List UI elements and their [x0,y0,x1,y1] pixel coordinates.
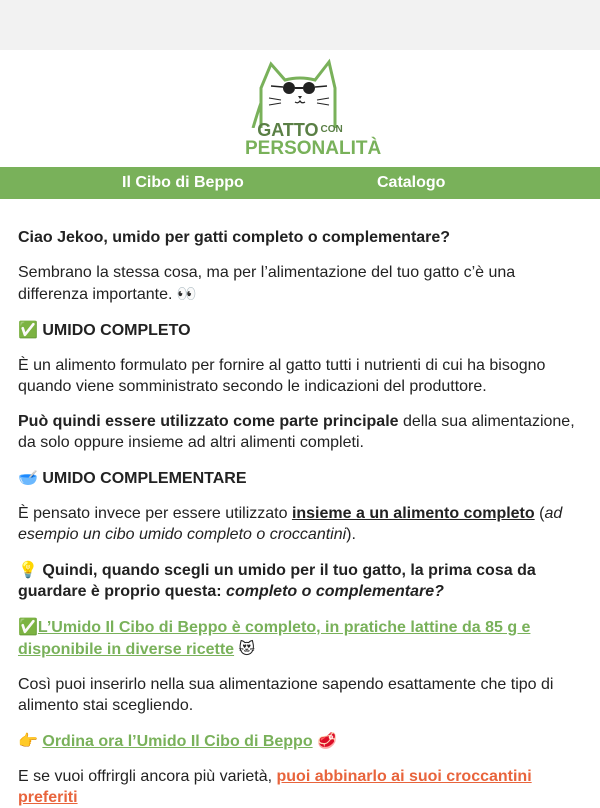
heart-eyes-cat-icon: 😻 [238,639,256,658]
umido-complementare-heading: 🥣 UMIDO COMPLEMENTARE [18,468,247,487]
email-top-bar [0,0,600,50]
logo-header [0,50,600,167]
check-mark-icon: ✅ [18,617,38,636]
umido-completo-usage: Può quindi essere utilizzato come parte principale della sua alimentazione, da solo oppure insieme ad altri alimenti completi. [18,413,575,451]
pointing-hand-icon: 👉 [18,731,38,750]
insieme-alimento-completo-text: insieme a un alimento completo [291,505,535,522]
umido-completo-description: È un alimento formulato per fornire al gatto tutti i nutrienti di cui ha bisogno quando viene somministrato secondo le indicazioni del produttore. [18,357,546,395]
logo-text-personalita: PERSONALITÀ [245,138,382,159]
product-paragraph [18,616,582,660]
bowl-icon: 🥣 [18,468,38,487]
nav-bar [0,167,600,199]
logo-text-gatto: GATTO $^{CON}$ [257,120,343,140]
so-paragraph: Così puoi inserirlo nella sua alimentazione sapendo esattamente che tipo di alimento stai scegliendo. [18,676,554,714]
check-mark-icon: ✅ [18,320,38,339]
brand-logo[interactable] [245,58,382,168]
umido-complementare-description: È pensato invece per essere utilizzato insieme a un alimento completo (ad esempio un cibo umido completo o croccantini). [18,505,563,543]
greeting-heading: Ciao Jekoo, umido per gatti completo o complementare? [18,229,451,246]
email-body [0,199,600,808]
variety-paragraph: E se vuoi offrirgli ancora più varietà, puoi abbinarlo ai suoi croccantini preferiti [18,768,532,806]
intro-paragraph: Sembrano la stessa cosa, ma per l’alimentazione del tuo gatto c’è una differenza importante. 👀 [18,264,516,303]
umido-completo-heading: ✅ UMIDO COMPLETO [18,320,191,339]
nav-link-il-cibo-di-beppo[interactable]: Il Cibo di Beppo [122,174,244,191]
umido-cibo-di-beppo-link[interactable]: L’Umido Il Cibo di Beppo è completo, in pratiche lattine da 85 g e disponibile in diverse ricette [18,619,531,658]
order-paragraph [18,730,582,752]
eyes-emoji-icon: 👀 [176,284,197,303]
lightbulb-icon: 💡 [18,560,38,579]
nav-link-catalogo[interactable]: Catalogo [377,174,446,191]
meat-icon: 🥩 [317,731,337,750]
cat-with-glasses-icon [251,58,349,128]
order-now-link[interactable]: Ordina ora l’Umido Il Cibo di Beppo [42,733,313,750]
croccantini-link[interactable]: puoi abbinarlo ai suoi croccantini preferiti [18,768,532,806]
tip-paragraph: 💡 Quindi, quando scegli un umido per il tuo gatto, la prima cosa da guardare è proprio questa: completo o complementare? [18,560,536,600]
